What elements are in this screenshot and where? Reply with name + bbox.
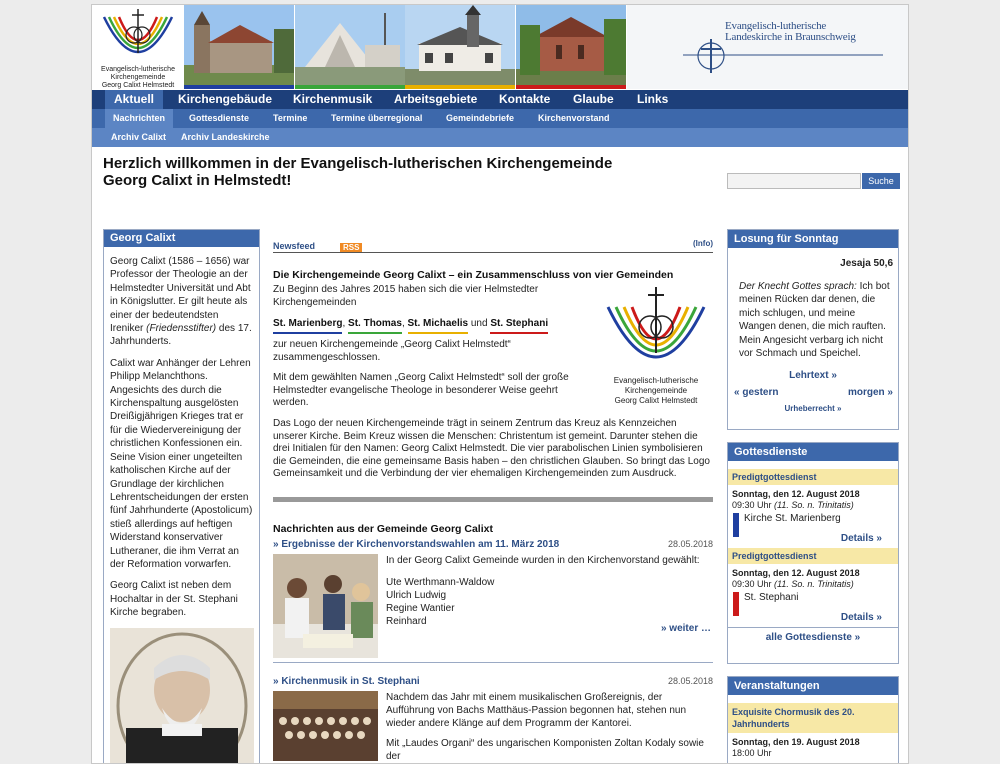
info-link[interactable]: (Info) xyxy=(693,239,713,248)
georg-calixt-title: Georg Calixt xyxy=(104,230,259,247)
article-paragraph-2: zur neuen Kirchengemeinde „Georg Calixt Helmstedt“ zusammengeschlossen. xyxy=(273,339,511,363)
landeskirche-line-2: Landeskirche in Braunschweig xyxy=(725,31,856,43)
event-1 xyxy=(728,733,898,759)
losung-nav xyxy=(728,385,898,401)
service-2-note: (11. So. n. Trinitatis) xyxy=(774,579,854,589)
parish-link-marienberg[interactable]: St. Marienberg xyxy=(273,318,342,334)
parish-link-stephani[interactable]: St. Stephani xyxy=(490,318,548,334)
parish-link-michaelis[interactable]: St. Michaelis xyxy=(408,318,469,334)
calixt-paragraph-3: Georg Calixt ist neben dem Hochaltar in der St. Stephani Kirche begraben. xyxy=(110,580,238,619)
article-logo-line-2: Kirchengemeinde xyxy=(624,386,688,395)
news-text-1: In der Georg Calixt Gemeinde wurden in den Kirchenvorstand gewählt: xyxy=(386,555,700,566)
service-2-type: Predigtgottesdienst xyxy=(728,548,898,564)
page-title xyxy=(103,155,643,189)
service-2-time: 09:30 Uhr xyxy=(732,579,775,589)
article-paragraph-3: Mit dem gewählten Namen „Georg Calixt Helmstedt“ soll der große Helmstedter evangelische Theologe in besonderer Weise geehrt werden. xyxy=(273,372,569,409)
losung-tomorrow-link[interactable]: morgen » xyxy=(847,387,893,399)
parish-links xyxy=(273,318,573,334)
page-title-line-1: Herzlich willkommen in der Evangelisch-lutherischen Kirchengemeinde xyxy=(103,155,613,172)
veranstaltungen-title: Veranstaltungen xyxy=(728,677,898,695)
parish-link-thomas[interactable]: St. Thomas xyxy=(348,318,402,334)
news-name-2: Ulrich Ludwig xyxy=(386,590,447,601)
calixt-portrait xyxy=(110,628,254,764)
header xyxy=(92,5,909,89)
service-1 xyxy=(728,485,898,525)
nav-kirchengebaeude[interactable]: Kirchengebäude xyxy=(178,92,273,106)
parish-logo-graphic xyxy=(96,7,180,63)
service-2 xyxy=(728,564,898,604)
search-input[interactable] xyxy=(727,173,861,189)
landeskirche-line-1: Evangelisch-lutherische xyxy=(725,20,827,32)
event-1-date: Sonntag, den 19. August 2018 xyxy=(732,737,860,747)
subnav-nachrichten[interactable]: Nachrichten xyxy=(105,109,173,128)
service-1-church xyxy=(732,513,894,525)
parish-sep-2: , xyxy=(401,318,405,329)
losung-box xyxy=(727,229,899,430)
gottesdienste-box xyxy=(727,442,899,664)
article-intro: Zu Beginn des Jahres 2015 haben sich die vier Helmstedter Kirchengemeinden xyxy=(273,284,539,308)
news-text-2: Nachdem das Jahr mit einem musikalischen Großereignis, der Aufführung von Bachs Matthäus-Passion begonnen hat, stehen nun wieder andere Klänge auf dem Programm der Kantorei. xyxy=(386,692,687,729)
losung-title: Losung für Sonntag xyxy=(728,230,898,248)
logo-text-2: Kirchengemeinde xyxy=(110,74,166,81)
service-1-time: 09:30 Uhr xyxy=(732,500,775,510)
gottesdienste-title: Gottesdienste xyxy=(728,443,898,461)
news-date-2: 28.05.2018 xyxy=(667,676,713,686)
article-logo xyxy=(603,287,709,407)
copyright-link[interactable]: Urheberrecht » xyxy=(784,404,842,414)
service-1-church-name: Kirche St. Marienberg xyxy=(744,513,841,524)
page-title-line-2: Georg Calixt in Helmstedt! xyxy=(103,172,292,189)
article-logo-graphic xyxy=(604,287,708,373)
main-content xyxy=(273,239,713,762)
article-title: Die Kirchengemeinde Georg Calixt – ein Zusammenschluss von vier Gemeinden xyxy=(273,269,674,281)
news-image-1[interactable] xyxy=(273,554,378,658)
calixt-p1-c: des 17. Jahrhunderts. xyxy=(110,323,252,348)
news-name-3: Regine Wantier xyxy=(386,603,455,614)
service-2-church xyxy=(732,592,894,604)
church-photo-marienberg xyxy=(184,5,294,87)
subnav-termine[interactable]: Termine xyxy=(273,113,308,123)
service-1-color-bar xyxy=(733,513,739,537)
service-2-church-name: St. Stephani xyxy=(744,592,799,603)
section-divider xyxy=(273,497,713,502)
main-navigation xyxy=(92,89,909,109)
georg-calixt-box xyxy=(103,229,260,764)
calixt-p1-a: Georg Calixt (1586 – 1656) war Professor der Theologie an der Helmstedter Universität und Abt in Königslutter. Er gilt heute als einer der bedeutendsten Ireniker xyxy=(110,256,251,335)
losung-text xyxy=(728,269,898,360)
church-photo-stephani xyxy=(516,5,626,87)
subnav-gottesdienste[interactable]: Gottesdienste xyxy=(189,113,250,123)
losung-speaker: Der Knecht Gottes sprach: xyxy=(739,281,857,292)
nav-links[interactable]: Links xyxy=(637,92,669,106)
news-title-1[interactable]: » Ergebnisse der Kirchenvorstandswahlen am 11. März 2018 xyxy=(273,539,560,550)
news-image-2[interactable] xyxy=(273,691,378,761)
lehrtext-link[interactable]: Lehrtext » xyxy=(789,370,837,382)
news-name-4: Reinhard xyxy=(386,616,427,627)
nav-kontakte[interactable]: Kontakte xyxy=(499,92,551,106)
parish-sep-1: , xyxy=(342,318,346,329)
news-date-1: 28.05.2018 xyxy=(667,539,713,549)
subnav-archiv-calixt[interactable]: Archiv Calixt xyxy=(111,132,167,142)
subnav-kirchenvorstand[interactable]: Kirchenvorstand xyxy=(538,113,610,123)
service-1-type: Predigtgottesdienst xyxy=(728,469,898,485)
event-1-type: Exquisite Chormusik des 20. Jahrhunderts xyxy=(728,703,898,733)
losung-verse: Ich bot meinen Rücken dar denen, die mich schlugen, und meine Wangen denen, die mich rauften. Mein Angesicht verbarg ich nicht vor Schmach und Speichel. xyxy=(739,281,890,360)
news-divider xyxy=(273,662,713,663)
all-services-link[interactable]: alle Gottesdienste » xyxy=(728,627,898,643)
service-2-date: Sonntag, den 12. August 2018 xyxy=(732,568,860,578)
subnav-gemeindebriefe[interactable]: Gemeindebriefe xyxy=(446,113,515,123)
article-logo-line-1: Evangelisch-lutherische xyxy=(613,376,699,385)
calixt-paragraph-1 xyxy=(104,255,259,349)
nav-arbeitsgebiete[interactable]: Arbeitsgebiete xyxy=(394,92,478,106)
event-1-time: 18:00 Uhr xyxy=(732,748,772,758)
page xyxy=(91,4,909,764)
parish-logo[interactable] xyxy=(94,7,182,89)
article-logo-line-3: Georg Calixt Helmstedt xyxy=(614,396,698,405)
news-text-2b: Mit „Laudes Organi“ des ungarischen Komponisten Zoltan Kodaly sowie der xyxy=(386,738,704,762)
losung-yesterday-link[interactable]: « gestern xyxy=(734,387,779,399)
subnav-archiv-landeskirche[interactable]: Archiv Landeskirche xyxy=(181,132,270,142)
nav-kirchenmusik[interactable]: Kirchenmusik xyxy=(293,92,373,106)
church-photo-michaelis xyxy=(405,5,515,87)
sub-navigation xyxy=(92,109,909,128)
veranstaltungen-box xyxy=(727,676,899,764)
logo-text-1: Evangelisch-lutherische xyxy=(101,66,175,73)
calixt-paragraph-2: Calixt war Anhänger der Lehren Philipp Melanchthons. Angesichts des durch die Kirchenspaltung ausgelösten Dreißigjährigen Krieges trat er für die Wiedervereinigung der christlichen Konfessionen ein. Seine Vision einer ungeteilten katholischen Kirche auf der Grundlage der kirchlichen Lehrentscheidungen der ersten fünf Jahrhunderte (Apostolicum) stieß allerdings auf heftigen Widerstand konservativer Lutheraner, die ihm Verrat an der Reformation vorwarfen. xyxy=(110,357,253,570)
news-title-2[interactable]: » Kirchenmusik in St. Stephani xyxy=(273,676,420,687)
feed-bar xyxy=(273,241,713,253)
landeskirche-banner[interactable] xyxy=(627,5,909,89)
losung-reference: Jesaja 50,6 xyxy=(840,258,893,269)
service-1-date: Sonntag, den 12. August 2018 xyxy=(732,489,860,499)
search-button[interactable]: Suche xyxy=(862,173,900,189)
service-1-note: (11. So. n. Trinitatis) xyxy=(774,500,854,510)
landeskirche-name xyxy=(725,21,856,43)
sub-sub-navigation xyxy=(92,128,909,147)
article-paragraph-4: Das Logo der neuen Kirchengemeinde trägt in seinem Zentrum das Kreuz als Kennzeichen unserer Kirche. Beim Kreuz wissen die Menschen: Christentum ist gemeint. Darunter stehen die drei Initialen für den Namen: Georg Calixt Helmstedt. Die vier parabolischen Linien symbolisieren die Gemeinden, die eine gemeinsame Basis haben – den christlichen Glauben. So bringt das Logo Gemeinsamkeit und die Verbindung der vier ehemaligen Kirchengemeinden zum Ausdruck. xyxy=(273,418,710,480)
nav-glaube[interactable]: Glaube xyxy=(573,92,614,106)
news-name-1: Ute Werthmann-Waldow xyxy=(386,577,495,588)
church-photo-thomas xyxy=(295,5,405,87)
nav-aktuell[interactable]: Aktuell xyxy=(105,90,163,109)
news-more-link-1[interactable]: » weiter … xyxy=(660,623,711,634)
service-2-details-link[interactable]: Details » xyxy=(840,612,882,623)
service-2-color-bar xyxy=(733,592,739,616)
parish-and: und xyxy=(470,318,488,329)
logo-text-3: Georg Calixt Helmstedt xyxy=(101,82,175,89)
news-heading: Nachrichten aus der Gemeinde Georg Calixt xyxy=(273,523,493,535)
calixt-p1-b: (Friedensstifter) xyxy=(146,323,217,335)
newsfeed-link[interactable]: Newsfeed xyxy=(273,241,316,251)
service-1-details-link[interactable]: Details » xyxy=(840,533,882,544)
subnav-termine-ueberregional[interactable]: Termine überregional xyxy=(331,113,423,123)
rss-button[interactable]: RSS xyxy=(340,243,362,252)
